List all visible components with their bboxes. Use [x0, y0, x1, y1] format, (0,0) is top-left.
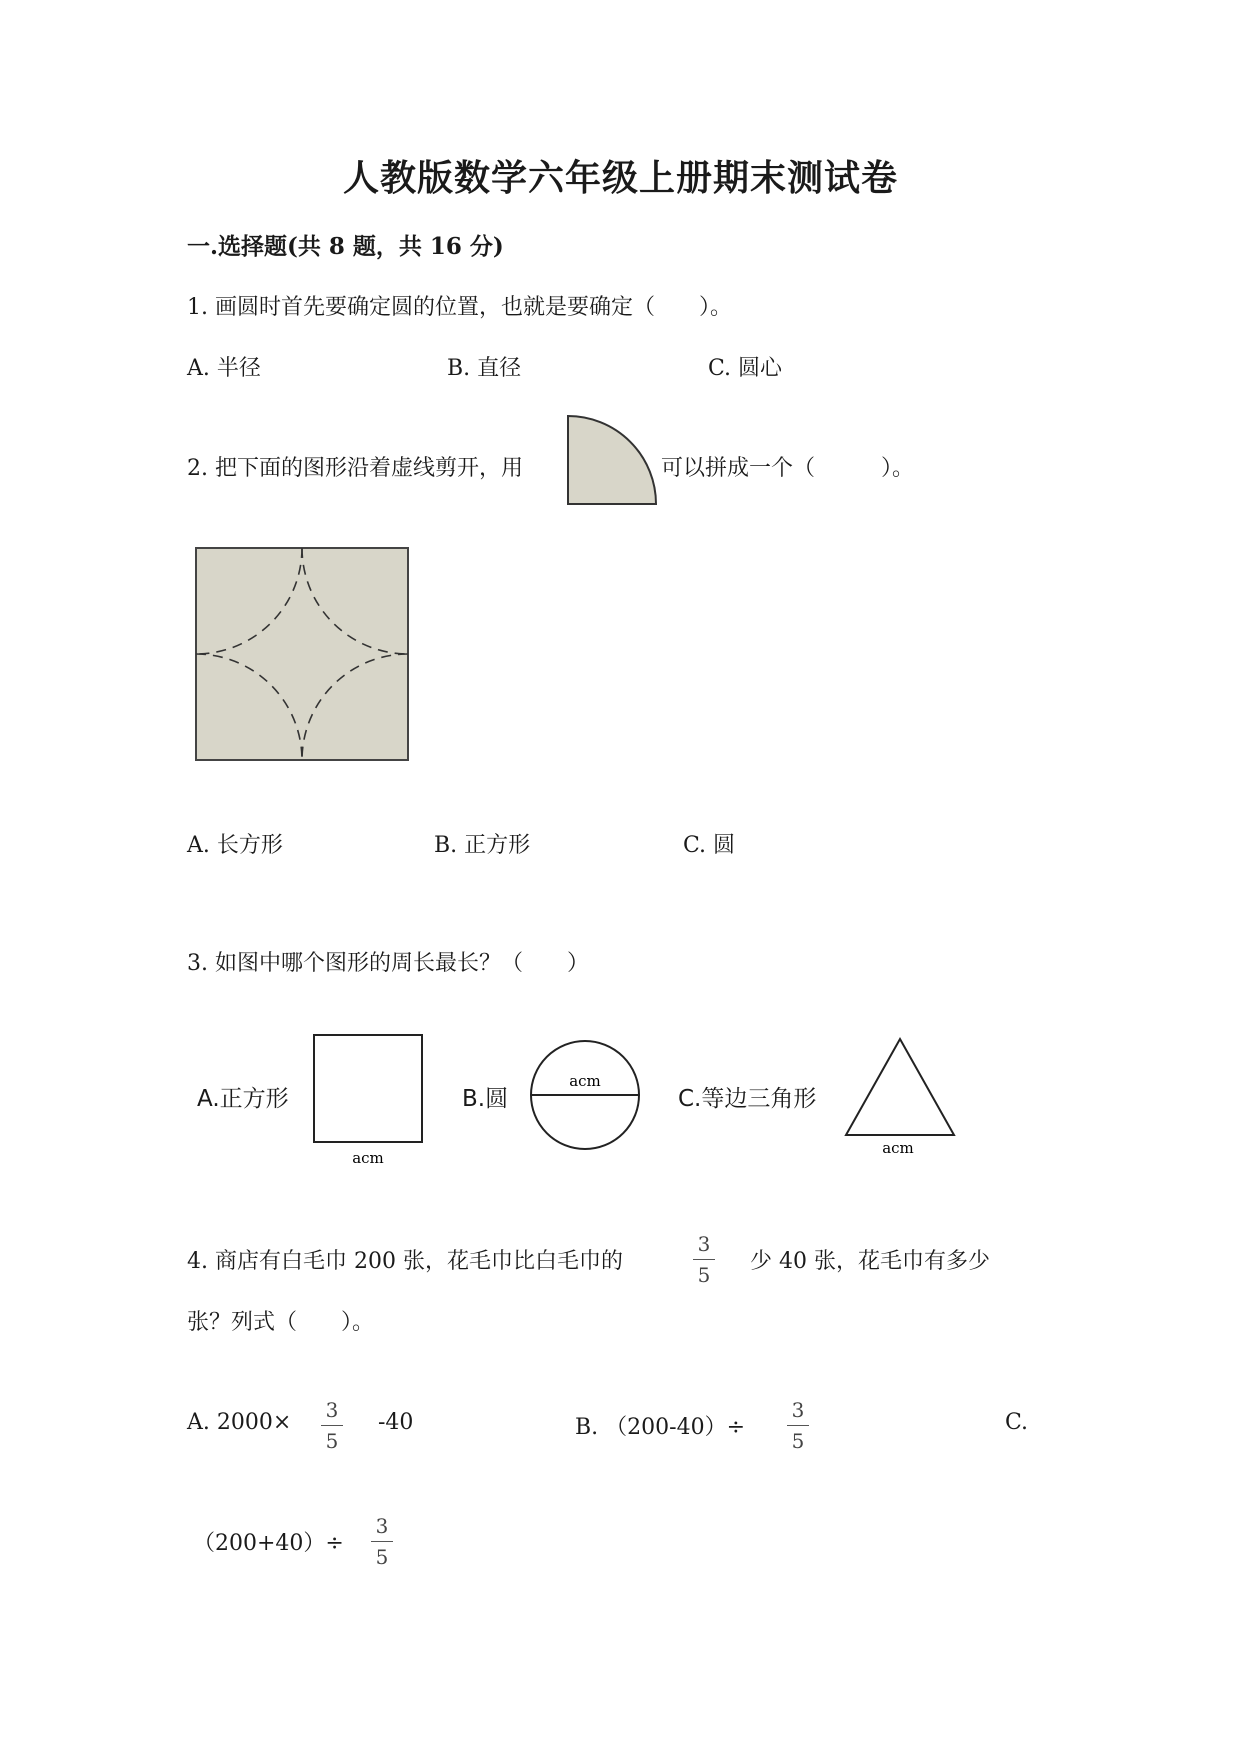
- figure-label-triangle: C.等边三角形: [678, 1086, 817, 1112]
- option-a-fraction: 3 5: [318, 1400, 346, 1451]
- square-with-dashed-arcs-figure: [193, 545, 413, 765]
- option-c-fraction: 3 5: [368, 1516, 396, 1567]
- question-1-stem: 1. 画圆时首先要确定圆的位置，也就是要确定（ ）。: [187, 295, 732, 320]
- question-4-stem-line1-end: 少 40 张，花毛巾有多少: [750, 1249, 990, 1274]
- question-2-stem-start: 2. 把下面的图形沿着虚线剪开，用: [187, 456, 523, 481]
- circle-diameter-label: acm: [569, 1072, 601, 1090]
- square-dimension-label: acm: [352, 1149, 384, 1167]
- triangle-side-label: acm: [882, 1139, 914, 1155]
- triangle-figure: [840, 1035, 960, 1155]
- section-heading: 一.选择题(共 8 题，共 16 分): [187, 233, 504, 260]
- question-1-option-b: B. 直径: [447, 356, 522, 381]
- square-figure: [310, 1030, 430, 1170]
- question-2-option-b: B. 正方形: [434, 833, 531, 858]
- question-4-option-b: B. （200-40）÷: [575, 1415, 746, 1440]
- question-4-stem-line2: 张？列式（ ）。: [187, 1310, 375, 1335]
- figure-label-circle: B.圆: [462, 1086, 509, 1112]
- question-1-option-c: C. 圆心: [708, 356, 783, 381]
- figure-label-square: A.正方形: [197, 1086, 289, 1112]
- question-4-option-a: A. 2000×: [187, 1410, 292, 1435]
- question-4-option-c: （200+40）÷: [193, 1531, 344, 1556]
- quarter-circle-figure: [560, 412, 660, 510]
- page-title: 人教版数学六年级上册期末测试卷: [342, 157, 898, 199]
- question-3-stem: 3. 如图中哪个图形的周长最长？（ ）: [187, 951, 589, 976]
- question-2-option-a: A. 长方形: [187, 833, 283, 858]
- question-1-option-a: A. 半径: [187, 356, 261, 381]
- option-b-fraction: 3 5: [784, 1400, 812, 1451]
- option-a-tail: -40: [378, 1410, 414, 1435]
- question-4-stem-line1-start: 4. 商店有白毛巾 200 张，花毛巾比白毛巾的: [187, 1249, 623, 1274]
- circle-figure: [528, 1038, 646, 1156]
- question-2-option-c: C. 圆: [683, 833, 736, 858]
- question-4-option-c-label: C.: [1005, 1410, 1029, 1435]
- question-2-stem-end: 可以拼成一个（ ）。: [661, 456, 915, 481]
- question-4-fraction: 3 5: [690, 1234, 718, 1285]
